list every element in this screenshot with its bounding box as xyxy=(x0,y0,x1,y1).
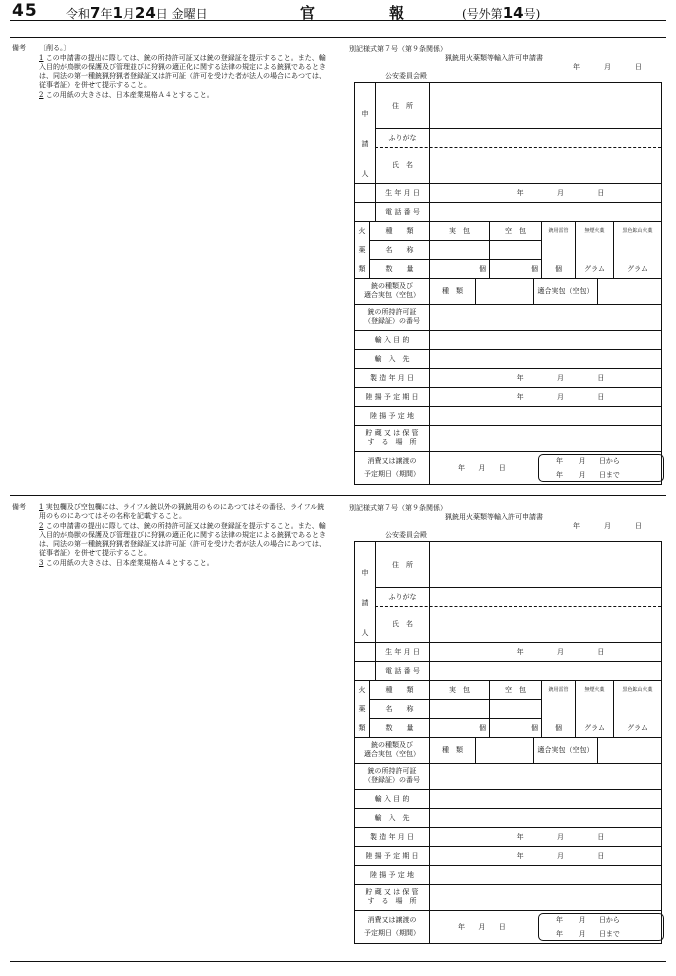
form-row-mfg xyxy=(355,827,661,847)
gun-kind-field[interactable] xyxy=(475,278,533,304)
unit-month: 月 xyxy=(478,464,486,472)
unit-year: 年 xyxy=(556,471,563,479)
gun-type-label-1: 銃の種類及び xyxy=(371,282,413,290)
explosives-side-label: 類 xyxy=(358,264,366,273)
explosives-cell[interactable]: 個 xyxy=(429,259,489,278)
consumption-label xyxy=(355,451,429,484)
period-from xyxy=(556,915,620,925)
phone-field[interactable] xyxy=(429,202,661,221)
date-month-label: 月 xyxy=(604,63,611,71)
unit-day-to: 日まで xyxy=(598,930,620,938)
permit-label-1: 銃の所持許可証 xyxy=(367,767,417,775)
unit-day: 日 xyxy=(498,464,506,472)
note-item xyxy=(39,91,331,100)
form-row-land xyxy=(355,387,661,407)
explosives-cell[interactable] xyxy=(541,699,575,718)
permit-label-2: （登録証）の番号 xyxy=(364,776,420,784)
side-label: 申 xyxy=(361,569,369,577)
name-label: 氏 名 xyxy=(375,147,429,183)
unit-month: 月 xyxy=(556,373,564,382)
storage-field[interactable] xyxy=(429,884,661,910)
import-purpose-field[interactable] xyxy=(429,330,661,349)
applicant-side-column xyxy=(355,542,375,642)
birthdate-label: 生 年 月 日 xyxy=(375,183,429,202)
manufacture-date-label: 製 造 年 月 日 xyxy=(370,373,414,382)
explosives-cell[interactable] xyxy=(613,699,661,718)
storage-label xyxy=(355,425,429,451)
explosives-cell: 実 包 xyxy=(429,221,489,240)
note-text: この申請書の提出に際しては、銃の所持許可証又は銃の登録証を提示すること。また、輸入目的が鳥獣の保護及び管理並びに狩猟の適正化に関する法律の規定による銃猟であるときは、同法の第一種銃猟狩猟者登録証又は許可証（許可を受けた者が法人の場合にあつては、従事者証）を併せて提示すること。 xyxy=(39,54,326,89)
import-purpose-label: 輸 入 目 的 xyxy=(374,794,410,803)
explosives-cell[interactable] xyxy=(429,240,489,259)
form-row-purpose xyxy=(355,330,661,350)
landing-date-label: 陸 揚 予 定 期 日 xyxy=(365,851,419,860)
unit-month: 月 xyxy=(556,188,564,197)
storage-label-2: す る 場 所 xyxy=(367,438,417,446)
birthdate-label: 生 年 月 日 xyxy=(375,642,429,661)
explosives-cell: 黒色鉱山火薬 xyxy=(613,680,661,699)
form-row-birth xyxy=(355,642,661,662)
explosives-cell[interactable]: 個 xyxy=(541,259,575,278)
compat-label: 適合実包（空包） xyxy=(533,737,597,763)
issue-prefix: (号外第 xyxy=(462,7,503,21)
explosives-side-label: 火 xyxy=(358,226,366,235)
form-row-permit xyxy=(355,763,661,790)
applicant-divider xyxy=(375,83,376,221)
manufacture-date-field[interactable] xyxy=(429,368,661,387)
explosives-cell[interactable]: グラム xyxy=(575,718,613,737)
explosives-cell[interactable] xyxy=(489,240,541,259)
landing-date-label: 陸 揚 予 定 期 日 xyxy=(365,392,419,401)
side-label: 人 xyxy=(361,629,369,637)
explosives-row-label: 数 量 xyxy=(369,259,429,278)
landing-place-label: 陸 揚 予 定 地 xyxy=(370,411,414,420)
form-row-from xyxy=(355,349,661,369)
consumption-label-2: 予定期日（期間） xyxy=(364,469,420,478)
manufacture-date-label: 製 造 年 月 日 xyxy=(370,832,414,841)
note-number: 2 xyxy=(39,522,44,530)
unit-year: 年 xyxy=(458,923,465,931)
name-field[interactable] xyxy=(429,147,661,183)
form-row-landp xyxy=(355,406,661,426)
unit-day-from: 日から xyxy=(598,916,620,924)
explosives-cell[interactable]: 個 xyxy=(541,718,575,737)
import-purpose-label: 輸 入 目 的 xyxy=(374,335,410,344)
explosives-side-label: 薬 xyxy=(358,245,366,254)
applicant-divider xyxy=(375,542,376,680)
furigana-label: ふりがな xyxy=(375,587,429,606)
date-year: 7 xyxy=(90,4,101,22)
notes-label: 備考 xyxy=(12,503,26,511)
form-row-mfg xyxy=(355,368,661,388)
form-row-store xyxy=(355,884,661,911)
form-row-name xyxy=(355,147,661,184)
compat-field[interactable] xyxy=(597,737,661,763)
form-row-birth xyxy=(355,183,661,203)
date-weekday: 金曜日 xyxy=(171,7,208,21)
furigana-field[interactable] xyxy=(429,587,661,606)
unit-month: 月 xyxy=(578,916,586,924)
landing-place-field[interactable] xyxy=(429,406,661,425)
import-from-field[interactable] xyxy=(429,808,661,827)
unit-day: 日 xyxy=(597,647,605,656)
notes-list xyxy=(39,503,331,569)
unit-month: 月 xyxy=(556,647,564,656)
date-day-label: 日 xyxy=(635,63,642,71)
storage-field[interactable] xyxy=(429,425,661,451)
form-row-kind xyxy=(355,221,661,240)
date-year-unit: 年 xyxy=(100,7,113,21)
consumption-date xyxy=(458,463,506,473)
gazette-title-right: 報 xyxy=(389,4,405,22)
explosives-cell[interactable]: グラム xyxy=(613,259,661,278)
notes-list xyxy=(39,44,331,101)
note-number: 2 xyxy=(39,91,44,99)
unit-year: 年 xyxy=(516,832,524,841)
explosives-row-label: 種 類 xyxy=(369,680,429,699)
unit-day: 日 xyxy=(498,923,506,931)
permit-label-2: （登録証）の番号 xyxy=(364,317,420,325)
note-text: この用紙の大きさは、日本産業規格Ａ４とすること。 xyxy=(45,559,214,567)
notes-label: 備考 xyxy=(12,44,26,52)
unit-year: 年 xyxy=(556,916,563,924)
gun-type-label-1: 銃の種類及び xyxy=(371,741,413,749)
header-rule xyxy=(10,20,666,21)
explosives-row-label: 数 量 xyxy=(369,718,429,737)
gun-type-label-2: 適合実包（空包） xyxy=(364,291,420,299)
side-label: 請 xyxy=(361,599,369,607)
side-label: 申 xyxy=(361,110,369,118)
unit-year: 年 xyxy=(556,930,563,938)
date-month-unit: 月 xyxy=(122,7,135,21)
unit-year: 年 xyxy=(458,464,465,472)
phone-label: 電 話 番 号 xyxy=(375,661,429,680)
form-row-furi xyxy=(355,128,661,147)
date-era: 令和 xyxy=(66,7,91,21)
phone-label: 電 話 番 号 xyxy=(375,202,429,221)
note-text: この申請書の提出に際しては、銃の所持許可証又は銃の登録証を提示すること。また、輸入目的が鳥獣の保護及び管理並びに狩猟の適正化に関する法律の規定による銃猟であるときは、同法の第一種銃猟狩猟者登録証又は許可証（許可を受けた者が法人の場合にあつては、従事者証）を併せて提示すること。 xyxy=(39,522,326,557)
manufacture-date-field[interactable] xyxy=(429,827,661,846)
storage-label-2: す る 場 所 xyxy=(367,897,417,905)
landing-place-label: 陸 揚 予 定 地 xyxy=(370,870,414,879)
date-day-label: 日 xyxy=(635,522,642,530)
date-year-label: 年 xyxy=(573,63,580,71)
explosives-cell: 無煙火薬 xyxy=(575,680,613,699)
gun-kind-field[interactable] xyxy=(475,737,533,763)
unit-year: 年 xyxy=(516,392,524,401)
unit-day: 日 xyxy=(597,392,605,401)
explosives-row-label: 名 称 xyxy=(369,240,429,259)
gazette-header xyxy=(0,0,676,26)
name-field[interactable] xyxy=(429,606,661,642)
compat-field[interactable] xyxy=(597,278,661,304)
explosives-cell[interactable]: グラム xyxy=(613,718,661,737)
note-text: 実包欄及び空包欄には、ライフル銃以外の猟銃用のものにあつてはその番径、ライフル銃用のものにあつてはその名称を記載すること。 xyxy=(39,503,325,520)
side-label: 人 xyxy=(361,170,369,178)
form-number: 別記様式第７号（第９条関係） xyxy=(349,504,447,512)
form-row-phone xyxy=(355,202,661,222)
unit-year: 年 xyxy=(516,851,524,860)
form-date xyxy=(573,62,666,72)
address-label: 住 所 xyxy=(375,83,429,128)
unit-year: 年 xyxy=(516,647,524,656)
form-row-qty xyxy=(355,259,661,279)
import-from-label: 輸 入 先 xyxy=(374,354,410,363)
explosives-cell[interactable] xyxy=(429,699,489,718)
landing-place-field[interactable] xyxy=(429,865,661,884)
gun-type-label xyxy=(355,278,429,304)
period-from xyxy=(556,456,620,466)
gun-kind-label: 種 類 xyxy=(429,278,475,304)
consumption-label-1: 消費又は譲渡の xyxy=(367,456,417,465)
explosives-cell[interactable] xyxy=(541,240,575,259)
note-item xyxy=(39,503,331,521)
date-day: 24 xyxy=(134,4,156,22)
explosives-cell[interactable] xyxy=(575,699,613,718)
explosives-side-label: 類 xyxy=(358,723,366,732)
unit-day: 日 xyxy=(597,373,605,382)
birthdate-field[interactable] xyxy=(429,642,661,661)
explosives-cell[interactable] xyxy=(575,240,613,259)
date-month-label: 月 xyxy=(604,522,611,530)
issue-number-value: 14 xyxy=(502,4,524,22)
form-date xyxy=(573,521,666,531)
form-row-landp xyxy=(355,865,661,885)
form-row-purpose xyxy=(355,789,661,809)
explosives-cell: 銃用雷管 xyxy=(541,221,575,240)
date-month: 1 xyxy=(112,4,123,22)
form-row-ename xyxy=(355,240,661,259)
unit-day: 日 xyxy=(597,851,605,860)
explosives-cell: 黒色鉱山火薬 xyxy=(613,221,661,240)
import-from-label: 輸 入 先 xyxy=(374,813,410,822)
form-row-cons xyxy=(355,451,661,484)
address-label: 住 所 xyxy=(375,542,429,587)
note-number: 1 xyxy=(39,54,44,62)
unit-month: 月 xyxy=(578,471,586,479)
applicant-side-column xyxy=(355,83,375,183)
explosives-cell: 無煙火薬 xyxy=(575,221,613,240)
form-row-addr xyxy=(355,542,661,587)
form-addressee: 公安委員会殿 xyxy=(385,531,427,539)
section-rule-top xyxy=(10,37,666,38)
note-text: 〔削る。〕 xyxy=(39,44,71,52)
unit-year: 年 xyxy=(516,373,524,382)
explosives-cell[interactable]: グラム xyxy=(575,259,613,278)
birthdate-field[interactable] xyxy=(429,183,661,202)
consumption-label-2: 予定期日（期間） xyxy=(364,928,420,937)
unit-month: 月 xyxy=(578,457,586,465)
consumption-field[interactable] xyxy=(429,910,661,943)
explosives-cell: 実 包 xyxy=(429,680,489,699)
period-to xyxy=(556,470,620,480)
consumption-date xyxy=(458,922,506,932)
gazette-title-left: 官 xyxy=(300,4,316,22)
form-row-phone xyxy=(355,661,661,681)
gun-type-label xyxy=(355,737,429,763)
permit-field[interactable] xyxy=(429,763,661,789)
unit-year: 年 xyxy=(556,457,563,465)
form-row-guntype xyxy=(355,278,661,305)
side-label: 請 xyxy=(361,140,369,148)
unit-day-to: 日まで xyxy=(598,471,620,479)
unit-month: 月 xyxy=(478,923,486,931)
gun-type-label-2: 適合実包（空包） xyxy=(364,750,420,758)
import-purpose-field[interactable] xyxy=(429,789,661,808)
explosives-side-label: 薬 xyxy=(358,704,366,713)
explosives-cell[interactable]: 個 xyxy=(489,718,541,737)
furigana-label: ふりがな xyxy=(375,128,429,147)
form-row-addr xyxy=(355,83,661,128)
note-item xyxy=(39,44,331,53)
explosives-row-label: 種 類 xyxy=(369,221,429,240)
unit-month: 月 xyxy=(578,930,586,938)
unit-year: 年 xyxy=(516,188,524,197)
unit-day: 日 xyxy=(597,188,605,197)
page-number: 45 xyxy=(12,1,38,21)
form-table xyxy=(354,541,662,944)
explosives-cell: 銃用雷管 xyxy=(541,680,575,699)
phone-field[interactable] xyxy=(429,661,661,680)
unit-day: 日 xyxy=(597,832,605,841)
note-number: 1 xyxy=(39,503,44,511)
section-divider-rule xyxy=(10,495,666,496)
note-text: この用紙の大きさは、日本産業規格Ａ４とすること。 xyxy=(45,91,214,99)
form-row-store xyxy=(355,425,661,452)
form-addressee: 公安委員会殿 xyxy=(385,72,427,80)
permit-label-1: 銃の所持許可証 xyxy=(367,308,417,316)
storage-label-1: 貯 蔵 又 は 保 管 xyxy=(365,429,419,437)
form-row-from xyxy=(355,808,661,828)
permit-label xyxy=(355,304,429,330)
consumption-field[interactable] xyxy=(429,451,661,484)
form-number: 別記様式第７号（第９条関係） xyxy=(349,45,447,53)
address-field[interactable] xyxy=(429,542,661,587)
date-day-unit: 日 xyxy=(155,7,168,21)
permit-field[interactable] xyxy=(429,304,661,330)
explosives-cell[interactable] xyxy=(489,699,541,718)
furigana-field[interactable] xyxy=(429,128,661,147)
note-item xyxy=(39,54,331,90)
explosives-cell: 空 包 xyxy=(489,680,541,699)
issue-suffix: 号) xyxy=(523,7,541,21)
unit-day-from: 日から xyxy=(598,457,620,465)
form-title: 猟銃用火薬類等輸入許可申請書 xyxy=(445,513,543,521)
landing-date-field[interactable] xyxy=(429,846,661,865)
form-row-guntype xyxy=(355,737,661,764)
explosives-cell[interactable]: 個 xyxy=(489,259,541,278)
form-title: 猟銃用火薬類等輸入許可申請書 xyxy=(445,54,543,62)
unit-month: 月 xyxy=(556,851,564,860)
address-field[interactable] xyxy=(429,83,661,128)
import-from-field[interactable] xyxy=(429,349,661,368)
period-to xyxy=(556,929,620,939)
form-table xyxy=(354,82,662,485)
consumption-label xyxy=(355,910,429,943)
storage-label xyxy=(355,884,429,910)
unit-month: 月 xyxy=(556,832,564,841)
name-label: 氏 名 xyxy=(375,606,429,642)
form-row-furi xyxy=(355,587,661,606)
note-item xyxy=(39,559,331,568)
compat-label: 適合実包（空包） xyxy=(533,278,597,304)
form-row-cons xyxy=(355,910,661,943)
section-rule-bottom xyxy=(10,961,666,962)
form-row-name xyxy=(355,606,661,643)
form-row-kind xyxy=(355,680,661,699)
explosives-side-label: 火 xyxy=(358,685,366,694)
date-year-label: 年 xyxy=(573,522,580,530)
unit-month: 月 xyxy=(556,392,564,401)
consumption-label-1: 消費又は譲渡の xyxy=(367,915,417,924)
explosives-cell[interactable] xyxy=(613,240,661,259)
form-row-qty xyxy=(355,718,661,738)
form-row-permit xyxy=(355,304,661,331)
landing-date-field[interactable] xyxy=(429,387,661,406)
storage-label-1: 貯 蔵 又 は 保 管 xyxy=(365,888,419,896)
gun-kind-label: 種 類 xyxy=(429,737,475,763)
note-item xyxy=(39,522,331,558)
permit-label xyxy=(355,763,429,789)
explosives-cell[interactable]: 個 xyxy=(429,718,489,737)
form-row-land xyxy=(355,846,661,866)
explosives-cell: 空 包 xyxy=(489,221,541,240)
form-row-ename xyxy=(355,699,661,718)
note-number: 3 xyxy=(39,559,44,567)
explosives-row-label: 名 称 xyxy=(369,699,429,718)
